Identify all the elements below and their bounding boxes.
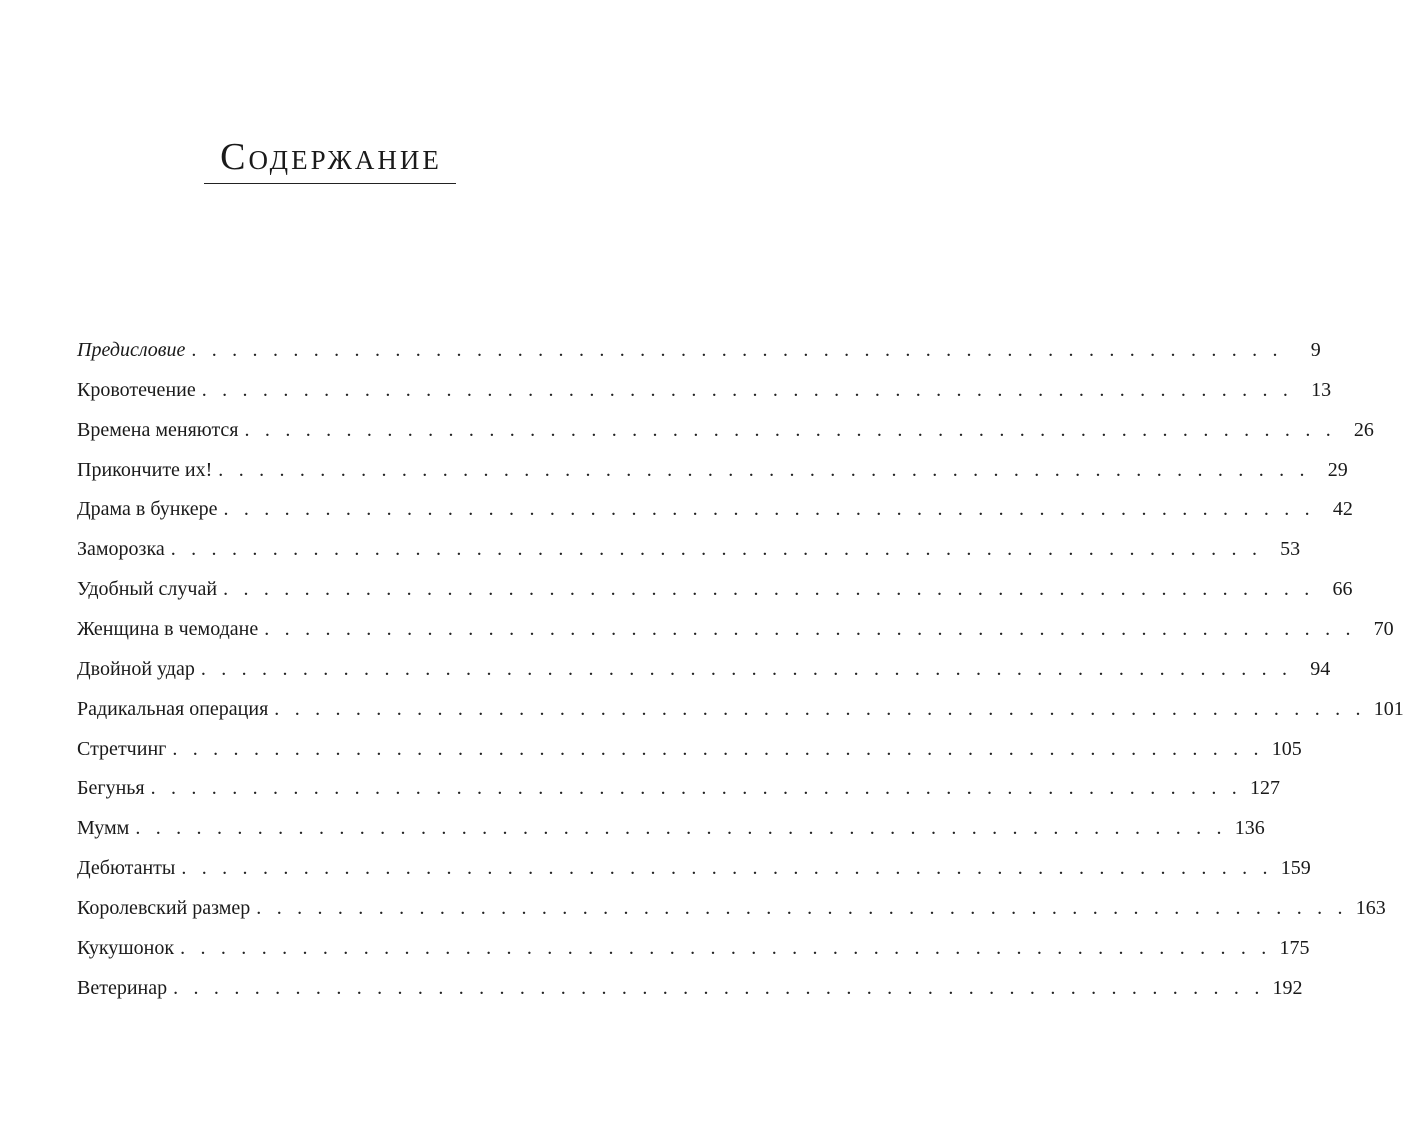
toc-entry-title: Ветеринар (77, 976, 168, 999)
toc-entry[interactable] (77, 494, 1353, 534)
toc-entry-page: 105 (1271, 737, 1302, 760)
dot-leader: . . . . . . . . . . . . . . . . . . . . . . . . . . . . . . . . . . . . . . . . . . . . . . . . . . . . . . (173, 976, 1265, 999)
toc-entry-title: Удобный случай (77, 578, 218, 601)
toc-entry-page: 66 (1332, 578, 1353, 601)
toc-entry-page: 13 (1311, 378, 1332, 401)
dot-leader: . . . . . . . . . . . . . . . . . . . . . . . . . . . . . . . . . . . . . . . . . . . . . . . . . . . . . . (223, 578, 1315, 601)
toc-entry-page: 53 (1280, 538, 1301, 561)
dot-leader: . . . . . . . . . . . . . . . . . . . . . . . . . . . . . . . . . . . . . . . . . . . . . . . . . . . . . . (201, 378, 1294, 401)
toc-entry[interactable] (77, 853, 1311, 893)
dot-leader: . . . . . . . . . . . . . . . . . . . . . . . . . . . . . . . . . . . . . . . . . . . . . . . . . . . . . . (191, 339, 1283, 361)
toc-entry-title: Прикончите их! (77, 458, 213, 481)
toc-entry-title: Мумм (77, 817, 130, 840)
toc-entry[interactable] (77, 773, 1280, 813)
page-title: Содержание (220, 136, 442, 178)
dot-leader: . . . . . . . . . . . . . . . . . . . . . . . . . . . . . . . . . . . . . . . . . . . . . . . . . . . . . . (218, 458, 1310, 481)
toc-entry-page: 163 (1355, 897, 1386, 920)
title-underline (204, 183, 456, 184)
table-of-contents (77, 335, 1404, 1013)
toc-entry[interactable] (77, 455, 1348, 495)
toc-entry-title: Кровотечение (77, 378, 196, 401)
toc-entry-page: 94 (1310, 657, 1331, 680)
toc-entry-page: 136 (1234, 817, 1265, 840)
toc-entry-page: 101 (1373, 697, 1404, 720)
toc-entry[interactable] (77, 614, 1394, 654)
toc-entry-page: 70 (1373, 618, 1394, 641)
dot-leader: . . . . . . . . . . . . . . . . . . . . . . . . . . . . . . . . . . . . . . . . . . . . . . . . . . . . . . (256, 897, 1348, 920)
dot-leader: . . . . . . . . . . . . . . . . . . . . . . . . . . . . . . . . . . . . . . . . . . . . . . . . . . . . . . (150, 777, 1242, 800)
dot-leader: . . . . . . . . . . . . . . . . . . . . . . . . . . . . . . . . . . . . . . . . . . . . . . . . . . . . . . (200, 657, 1293, 680)
dot-leader: . . . . . . . . . . . . . . . . . . . . . . . . . . . . . . . . . . . . . . . . . . . . . . . . . . . . . . (264, 618, 1356, 641)
contents-heading-block (204, 134, 458, 184)
toc-entry-page: 42 (1332, 498, 1353, 521)
toc-entry[interactable] (77, 813, 1265, 853)
dot-leader: . . . . . . . . . . . . . . . . . . . . . . . . . . . . . . . . . . . . . . . . . . . . . . . . . . . . . . (170, 538, 1263, 561)
toc-entry-page: 159 (1280, 857, 1311, 880)
toc-entry[interactable] (77, 335, 1321, 375)
dot-leader: . . . . . . . . . . . . . . . . . . . . . . . . . . . . . . . . . . . . . . . . . . . . . . . . . . . . . . (135, 817, 1227, 840)
dot-leader: . . . . . . . . . . . . . . . . . . . . . . . . . . . . . . . . . . . . . . . . . . . . . . . . . . . . . . (180, 936, 1272, 959)
toc-entry[interactable] (77, 734, 1302, 774)
toc-entry[interactable] (77, 933, 1310, 973)
toc-entry-page: 29 (1327, 458, 1348, 481)
toc-entry-title: Бегунья (77, 777, 145, 800)
dot-leader: . . . . . . . . . . . . . . . . . . . . . . . . . . . . . . . . . . . . . . . . . . . . . . . . . . . . . . (172, 737, 1264, 760)
toc-entry[interactable] (77, 654, 1331, 694)
toc-entry[interactable] (77, 415, 1374, 455)
toc-entry-title: Двойной удар (77, 657, 195, 680)
toc-entry-title: Драма в бункере (77, 498, 218, 521)
toc-entry[interactable] (77, 973, 1303, 1013)
toc-entry[interactable] (77, 534, 1301, 574)
toc-entry-title: Предисловие (77, 339, 186, 361)
toc-entry-title: Дебютанты (77, 857, 176, 880)
toc-entry-title: Женщина в чемодане (77, 618, 259, 641)
toc-entry-page: 127 (1250, 777, 1280, 800)
toc-entry-title: Кукушонок (77, 936, 175, 959)
toc-entry[interactable] (77, 574, 1353, 614)
toc-entry-title: Заморозка (77, 538, 165, 561)
toc-entry-page: 26 (1353, 418, 1374, 441)
toc-entry-title: Времена меняются (77, 418, 239, 441)
toc-entry[interactable] (77, 375, 1332, 415)
dot-leader: . . . . . . . . . . . . . . . . . . . . . . . . . . . . . . . . . . . . . . . . . . . . . . . . . . . . . . (181, 857, 1273, 880)
dot-leader: . . . . . . . . . . . . . . . . . . . . . . . . . . . . . . . . . . . . . . . . . . . . . . . . . . . . . . (274, 697, 1366, 720)
toc-entry[interactable] (77, 893, 1386, 933)
dot-leader: . . . . . . . . . . . . . . . . . . . . . . . . . . . . . . . . . . . . . . . . . . . . . . . . . . . . . . (244, 418, 1336, 441)
toc-entry-title: Королевский размер (77, 897, 251, 920)
toc-entry-page: 175 (1279, 936, 1310, 959)
toc-entry[interactable] (77, 694, 1404, 734)
toc-entry-page: 192 (1272, 976, 1303, 999)
toc-entry-title: Стретчинг (77, 737, 167, 760)
dot-leader: . . . . . . . . . . . . . . . . . . . . . . . . . . . . . . . . . . . . . . . . . . . . . . . . . . . . . . (223, 498, 1315, 521)
toc-entry-title: Радикальная операция (77, 697, 269, 720)
toc-entry-page: 9 (1310, 339, 1321, 361)
